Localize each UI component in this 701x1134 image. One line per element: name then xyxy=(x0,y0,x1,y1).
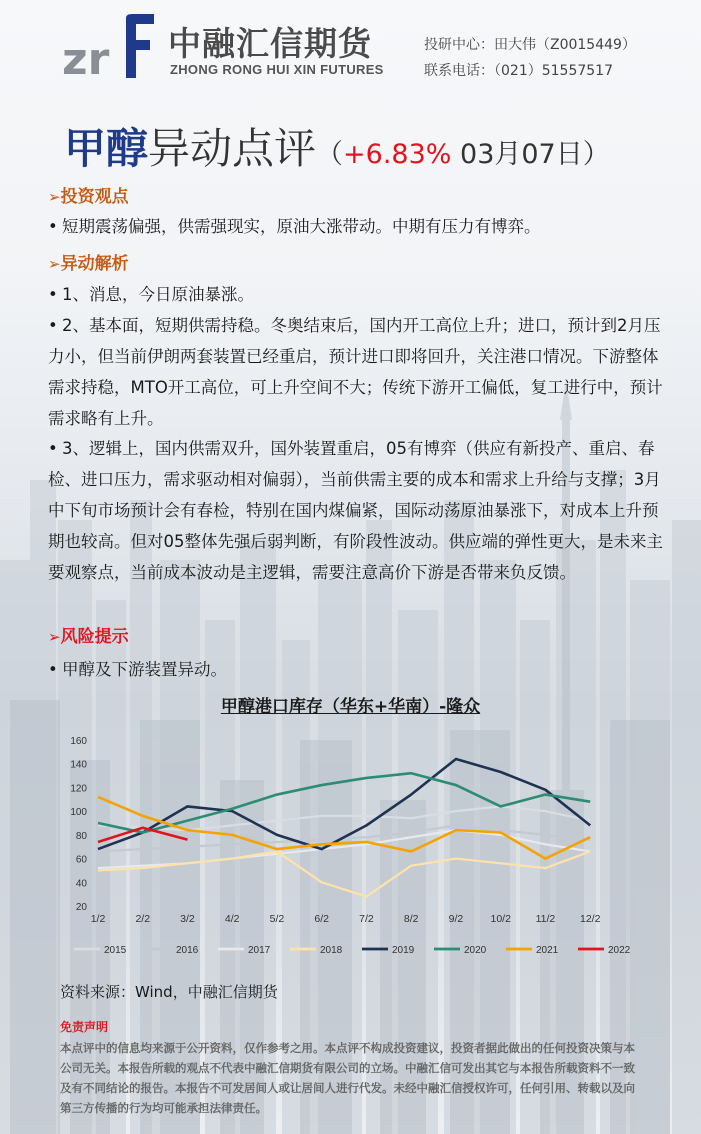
legend-label: 2018 xyxy=(320,945,343,956)
x-tick-label: 9/2 xyxy=(448,913,464,925)
y-tick-label: 120 xyxy=(70,783,87,795)
legend-label: 2021 xyxy=(536,945,559,956)
legend-label: 2015 xyxy=(104,945,127,956)
title-paren-close: ） xyxy=(582,139,610,170)
x-tick-label: 2/2 xyxy=(135,913,151,925)
chart-title: 甲醇港口库存（华东+华南）-隆众 xyxy=(220,697,481,717)
risk-heading: ➢风险提示 xyxy=(48,627,129,647)
y-tick-label: 40 xyxy=(75,878,87,890)
series-line-2015 xyxy=(98,806,590,830)
x-tick-label: 4/2 xyxy=(224,913,240,925)
x-tick-label: 5/2 xyxy=(269,913,285,925)
company-logo-icon xyxy=(62,12,156,82)
title-paren-open: （ xyxy=(316,139,344,170)
y-tick-label: 80 xyxy=(75,830,87,842)
x-tick-label: 6/2 xyxy=(314,913,330,925)
x-tick-label: 11/2 xyxy=(535,913,556,925)
arrow-right-icon: ➢ xyxy=(48,255,61,273)
phone-contact: 联系电话：（021）51557517 xyxy=(424,63,613,79)
title-product: 甲醇 xyxy=(64,124,149,173)
x-tick-label: 8/2 xyxy=(403,913,419,925)
svg-text:zr: zr xyxy=(62,34,110,82)
legend-label: 2019 xyxy=(392,945,415,956)
title-type: 异动点评 xyxy=(148,124,317,173)
analysis-heading: ➢异动解析 xyxy=(48,254,129,274)
disclaimer-title: 免责声明 xyxy=(60,1020,109,1034)
brand-name-cn: 中融汇信期货 xyxy=(168,24,372,63)
analysis-item: • 2、基本面，短期供需持稳。冬奥结束后，国内开工高位上升；进口，预计到2月压力小，但当前伊朗两套装置已经重启，预计进口即将回升，关注港口情况。下游整体需求持稳，MTO开工高位，可上升空间不大；传统下游开工偏低，复工进行中，预计需求略有上升。 xyxy=(48,316,663,428)
y-tick-label: 100 xyxy=(70,807,87,819)
y-tick-label: 160 xyxy=(70,736,87,747)
x-tick-label: 7/2 xyxy=(359,913,374,925)
inventory-line-chart xyxy=(60,726,640,966)
series-line-2018 xyxy=(98,851,590,896)
view-heading: ➢投资观点 xyxy=(48,187,129,207)
arrow-right-icon: ➢ xyxy=(48,188,61,206)
x-tick-label: 1/2 xyxy=(90,913,106,925)
x-tick-label: 3/2 xyxy=(180,913,195,925)
analysis-item: • 1、消息，今日原油暴涨。 xyxy=(48,285,254,304)
disclaimer-body: 本点评中的信息均来源于公开资料，仅作参考之用。本点评不构成投资建议，投资者据此做出的任何投资决策与本公司无关。本报告所载的观点不代表中融汇信期货有限公司的立场。中融汇信可发出其它与本报告所载资料不一致及有不同结论的报告。本报告不可发居间人或让居间人进行代发。未经中融汇信授权许可，任何引用、转载以及向第三方传播的行为均可能承担法律责任。 xyxy=(60,1041,635,1115)
analysis-item: • 3、逻辑上，国内供需双升，国外装置重启，05有博弈（供应有新投产、重启、春检、进口压力，需求驱动相对偏弱），当前供需主要的成本和需求上升给与支撑；3月中下旬市场预计会有春检，特别在国内煤偏紧，国际动荡原油暴涨下，对成本上升预期也较高。但对05整体先强后弱判断，有阶段性波动。供应端的弹性更大，是未来主要观察点，当前成本波动是主逻辑，需要注意高价下游是否带来负反馈。 xyxy=(48,439,663,582)
series-line-2021 xyxy=(98,797,590,859)
brand-name-en: ZHONG RONG HUI XIN FUTURES xyxy=(170,62,384,77)
risk-text: • 甲醇及下游装置异动。 xyxy=(48,660,227,679)
legend-label: 2017 xyxy=(248,945,271,956)
report-date: 03月07日 xyxy=(451,139,583,170)
data-source: 资料来源：Wind，中融汇信期货 xyxy=(60,983,278,1001)
x-tick-label: 12/2 xyxy=(579,913,601,925)
y-tick-label: 140 xyxy=(70,759,87,771)
report-title xyxy=(64,116,610,176)
legend-label: 2020 xyxy=(464,945,487,956)
y-tick-label: 60 xyxy=(75,854,87,866)
arrow-right-icon: ➢ xyxy=(48,628,61,646)
view-text: • 短期震荡偏强，供需强现实，原油大涨带动。中期有压力有博弈。 xyxy=(48,217,541,236)
analyst-contact: 投研中心：田大伟（Z0015449） xyxy=(424,37,636,53)
x-tick-label: 10/2 xyxy=(490,913,511,925)
y-tick-label: 20 xyxy=(75,902,87,913)
series-line-2020 xyxy=(98,773,590,832)
price-change: +6.83% xyxy=(343,139,452,170)
legend-label: 2022 xyxy=(608,945,631,956)
legend-label: 2016 xyxy=(176,945,199,956)
